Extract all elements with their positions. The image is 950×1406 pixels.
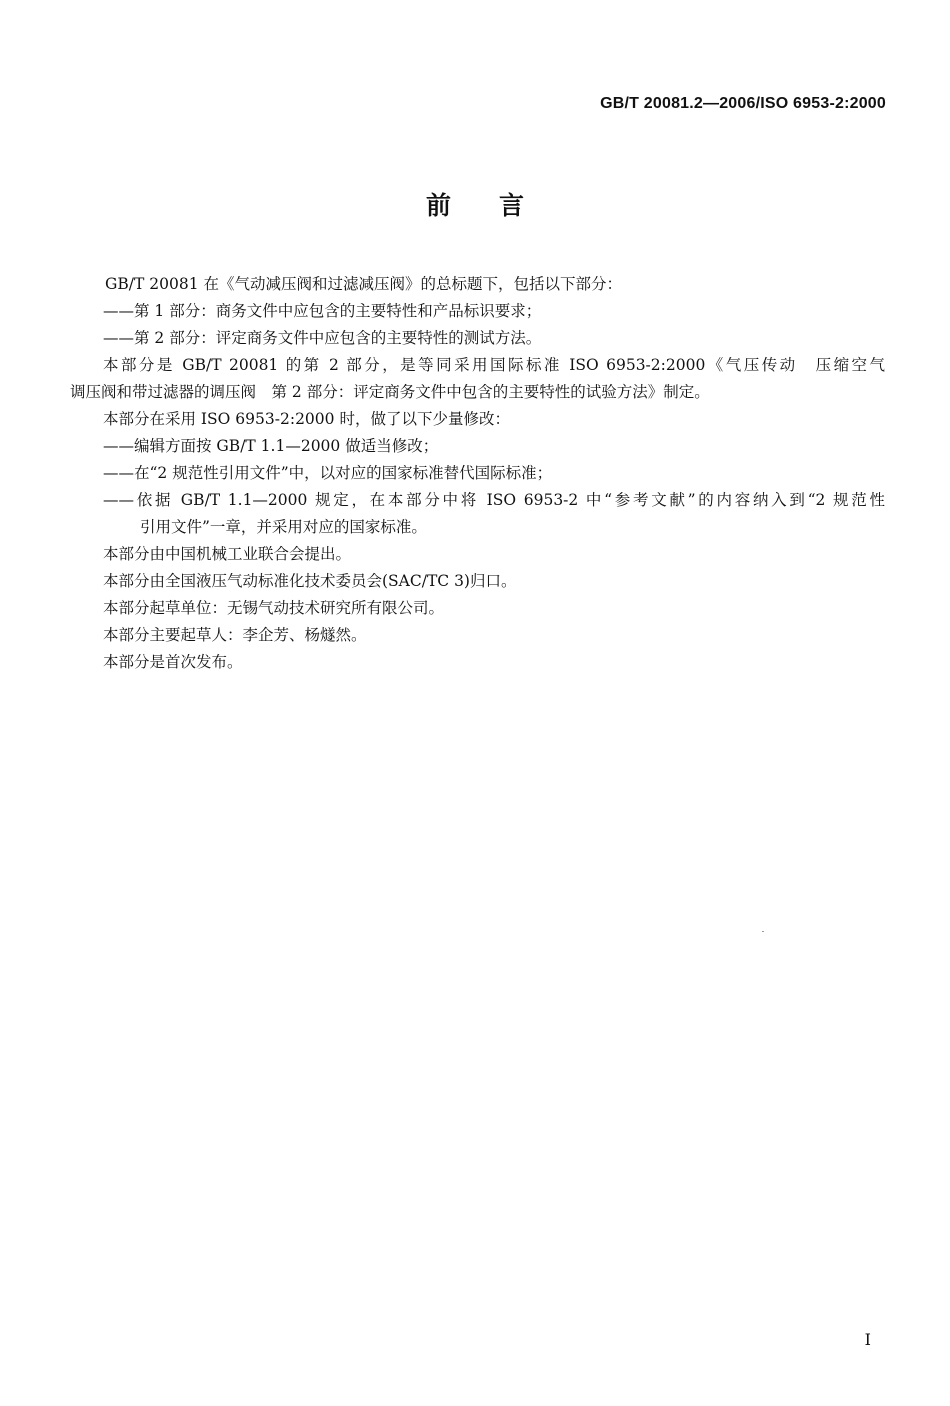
part-list-item-1: ——第 1 部分：商务文件中应包含的主要特性和产品标识要求； (103, 302, 542, 320)
part-list-item-2: ——第 2 部分：评定商务文件中应包含的主要特性的测试方法。 (103, 329, 542, 347)
modification-item-3-line-2: 引用文件”一章，并采用对应的国家标准。 (140, 518, 427, 536)
modification-item-2: ——在“2 规范性引用文件”中，以对应的国家标准替代国际标准； (103, 464, 553, 482)
drafting-unit-paragraph: 本部分起草单位：无锡气动技术研究所有限公司。 (103, 599, 445, 617)
intro-paragraph: GB/T 20081 在《气动减压阀和过滤减压阀》的总标题下，包括以下部分： (105, 275, 622, 293)
document-body (70, 271, 885, 676)
modifications-paragraph: 本部分在采用 ISO 6953-2:2000 时，做了以下少量修改： (103, 410, 510, 428)
modification-item-3-line-1: ——依据 GB/T 1.1—2000 规定，在本部分中将 ISO 6953-2 中“参考文献”的内容纳入到“2 规范性 (103, 491, 885, 509)
modification-item-1: ——编辑方面按 GB/T 1.1—2000 做适当修改； (103, 437, 439, 455)
page-title: 前言 (425, 191, 572, 220)
standard-number: GB/T 20081.2—2006/ISO 6953-2:2000 (600, 95, 886, 112)
page-number: I (864, 1330, 871, 1349)
scan-speck (762, 931, 764, 932)
proposer-paragraph: 本部分由中国机械工业联合会提出。 (103, 545, 352, 563)
drafters-paragraph: 本部分主要起草人：李企芳、杨燧然。 (103, 626, 367, 644)
committee-paragraph: 本部分由全国液压气动标准化技术委员会(SAC/TC 3)归口。 (103, 572, 517, 590)
adoption-paragraph-line-1: 本部分是 GB/T 20081 的第 2 部分，是等同采用国际标准 ISO 6953-2:2000《气压传动 压缩空气 (103, 356, 885, 374)
first-release-paragraph: 本部分是首次发布。 (103, 653, 243, 671)
adoption-paragraph-line-2: 调压阀和带过滤器的调压阀 第 2 部分：评定商务文件中包含的主要特性的试验方法》制定。 (70, 383, 710, 401)
